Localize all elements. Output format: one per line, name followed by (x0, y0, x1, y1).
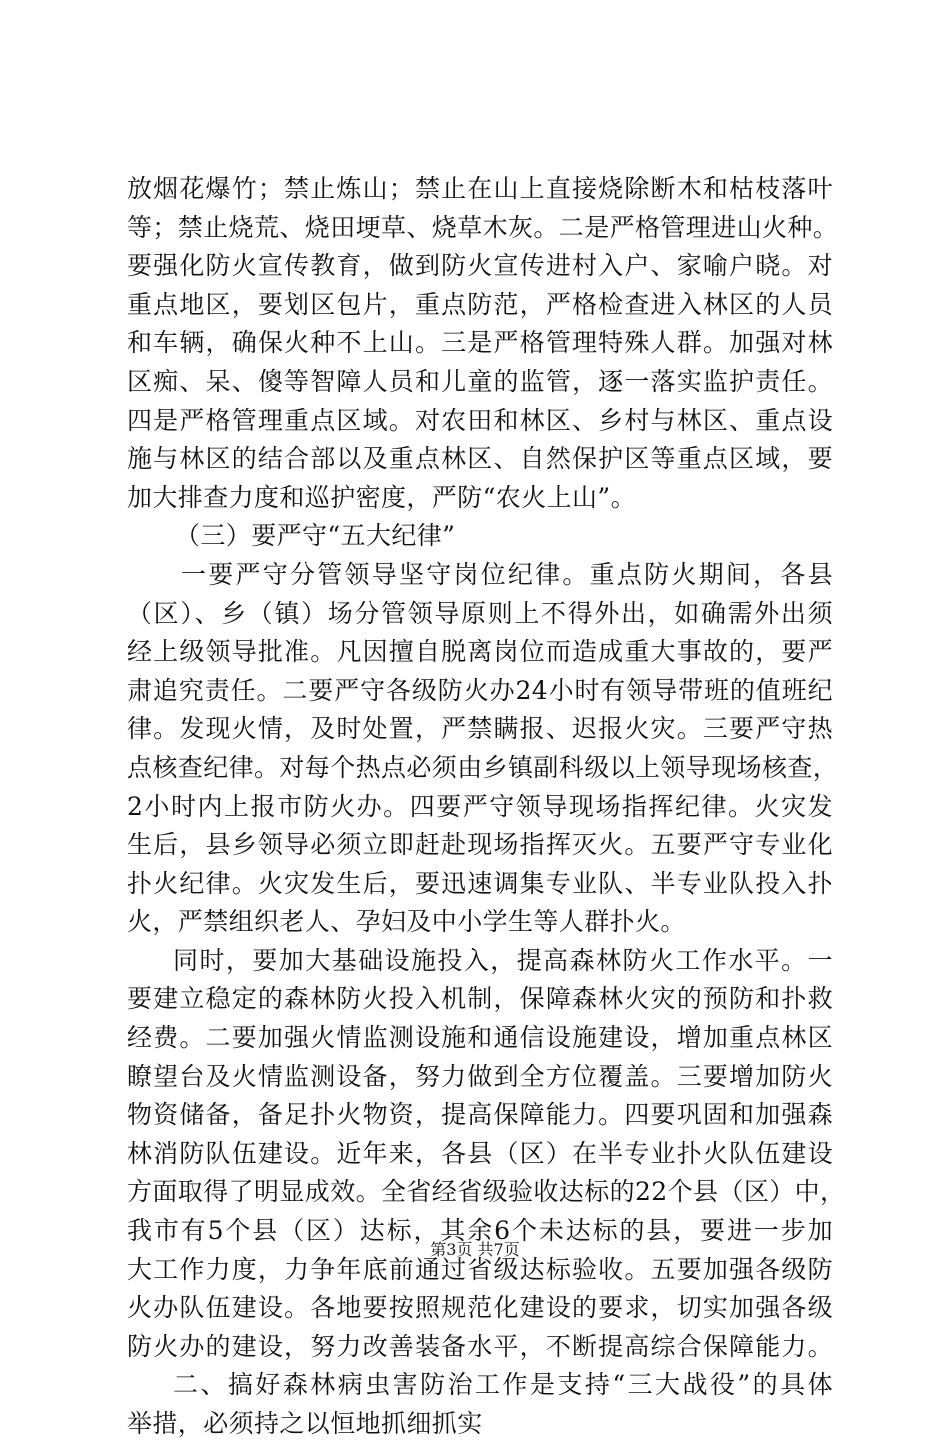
text-line: 肃追究责任。二要严守各级防火办24小时有领导带班的值班纪 (127, 675, 833, 705)
text-line: 四是严格管理重点区域。对农田和林区、乡村与林区、重点设 (127, 405, 833, 435)
text-line: 经上级领导批准。凡因擅自脱离岗位而造成重大事故的，要严 (127, 637, 833, 667)
text-line: 生后，县乡领导必须立即赶赴现场指挥灭火。五要严守专业化 (127, 830, 833, 860)
text-line: 扑火纪律。火灾发生后，要迅速调集专业队、半专业队投入扑 (127, 868, 833, 898)
text-line: 放烟花爆竹；禁止炼山；禁止在山上直接烧除断木和枯枝落叶 (127, 174, 833, 203)
text-line: 举措，必须持之以恒地抓细抓实 (127, 1409, 483, 1438)
section-heading: （三）要严守“五大纪律” (175, 521, 456, 551)
text-line: 物资储备，备足扑火物资，提高保障能力。四要巩固和加强森 (127, 1100, 833, 1130)
text-line: 经费。二要加强火情监测设施和通信设施建设，增加重点林区 (127, 1023, 833, 1053)
text-line: 要建立稳定的森林防火投入机制，保障森林火灾的预防和扑救 (127, 984, 833, 1014)
text-line: 一要严守分管领导坚守岗位纪律。重点防火期间，各县 (181, 559, 833, 589)
text-line: 2小时内上报市防火办。四要严守领导现场指挥纪律。火灾发 (127, 791, 833, 821)
text-line: 律。发现火情，及时处置，严禁瞒报、迟报火灾。三要严守热 (127, 714, 833, 744)
text-line: 施与林区的结合部以及重点林区、自然保护区等重点区域，要 (127, 444, 833, 474)
text-line: 防火办的建设，努力改善装备水平，不断提高综合保障能力。 (127, 1331, 833, 1361)
text-line: 重点地区，要划区包片，重点防范，严格检查进入林区的人员 (127, 289, 833, 319)
section-heading: 二、搞好森林病虫害防治工作是支持“三大战役”的具体 (173, 1370, 833, 1400)
text-line: 瞭望台及火情监测设备，努力做到全方位覆盖。三要增加防火 (127, 1061, 833, 1091)
text-line: 火，严禁组织老人、孕妇及中小学生等人群扑火。 (127, 907, 686, 937)
text-line: 林消防队伍建设。近年来，各县（区）在半专业扑火队伍建设 (127, 1138, 833, 1168)
text-line: 火办队伍建设。各地要按照规范化建设的要求，切实加强各级 (127, 1293, 833, 1323)
text-line: 区痴、呆、傻等智障人员和儿童的监管，逐一落实监护责任。 (127, 366, 833, 396)
text-line: 大工作力度，力争年底前通过省级达标验收。五要加强各级防 (127, 1254, 833, 1284)
page-number-footer: 第3页 共7页 (430, 1240, 520, 1259)
text-line: 同时，要加大基础设施投入，提高森林防火工作水平。一 (173, 945, 833, 975)
text-line: 加大排查力度和巡护密度，严防“农火上山”。 (127, 482, 636, 512)
text-line: 方面取得了明显成效。全省经省级验收达标的22个县（区）中， (127, 1177, 846, 1207)
text-line: 要强化防火宣传教育，做到防火宣传进村入户、家喻户晓。对 (127, 251, 833, 281)
text-line: 等；禁止烧荒、烧田埂草、烧草木灰。二是严格管理进山火种。 (127, 212, 839, 242)
text-line: 和车辆，确保火种不上山。三是严格管理特殊人群。加强对林 (127, 328, 833, 358)
text-line: 我市有5个县（区）达标，其余6个未达标的县，要进一步加 (127, 1216, 833, 1246)
text-line: （区）、乡（镇）场分管领导原则上不得外出，如确需外出须 (127, 598, 833, 628)
text-line: 点核查纪律。对每个热点必须由乡镇副科级以上领导现场核查， (127, 752, 839, 782)
